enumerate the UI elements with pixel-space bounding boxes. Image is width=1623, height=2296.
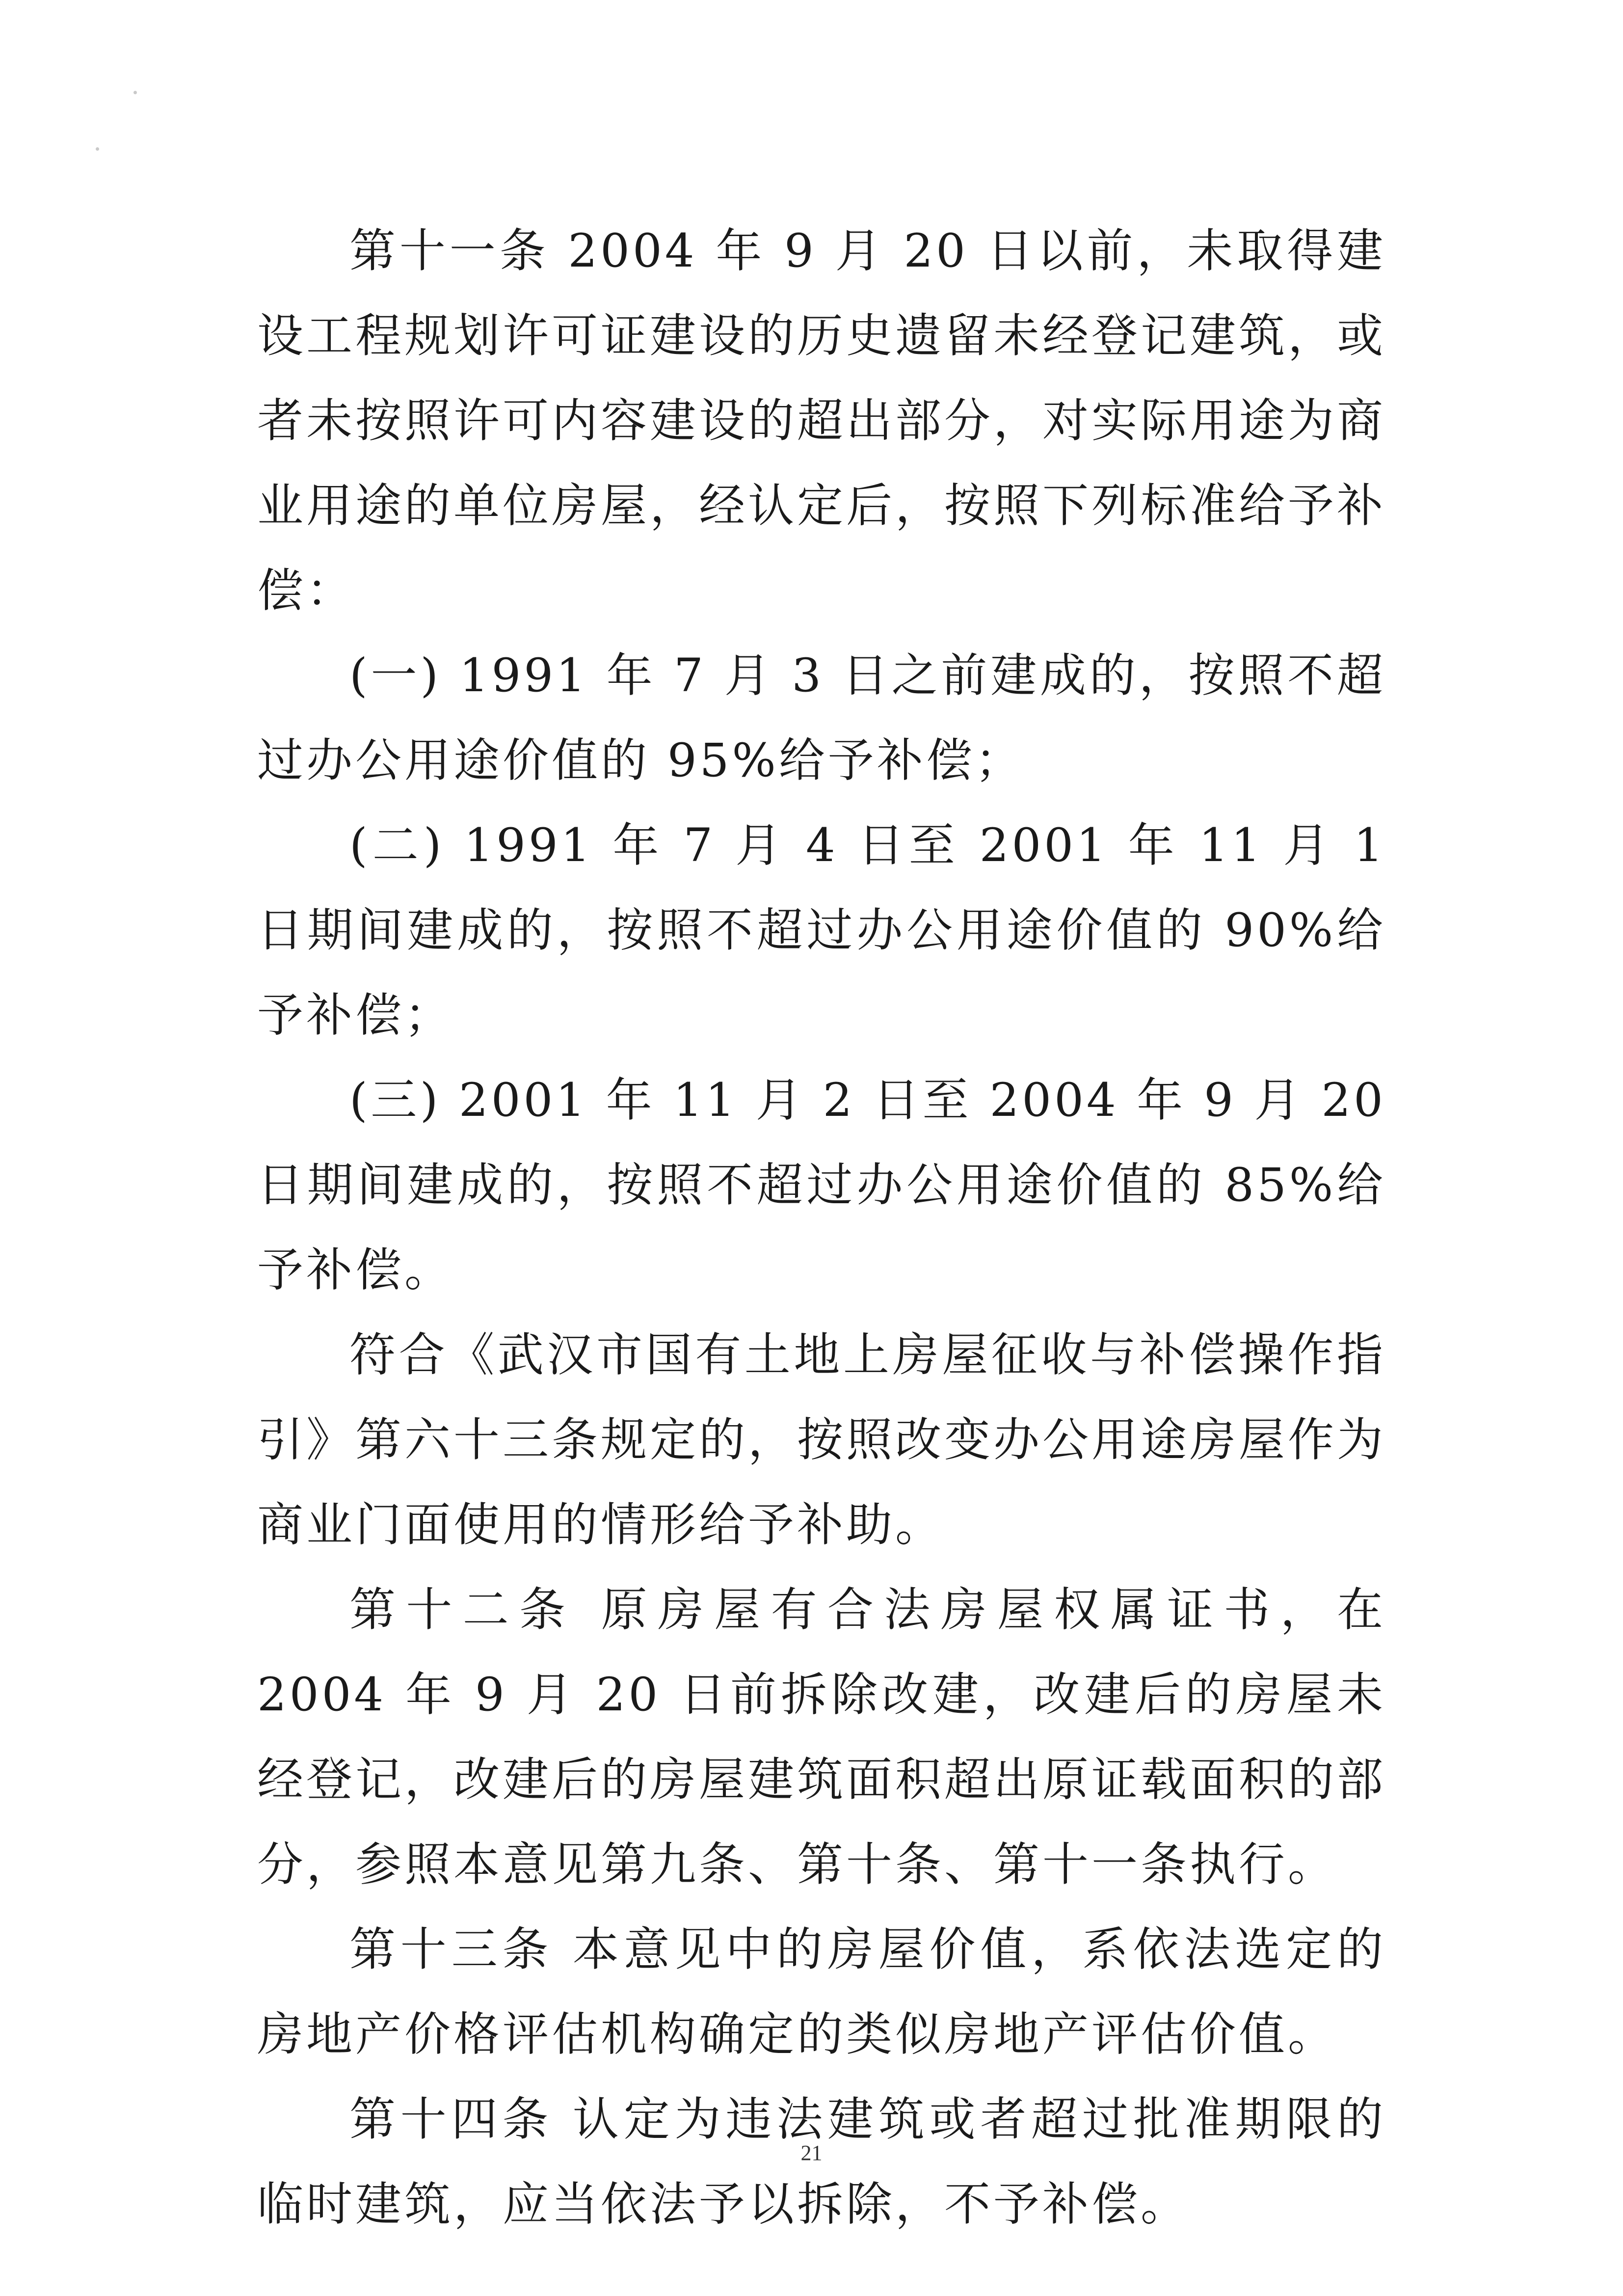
article-13-paragraph: 第十三条 本意见中的房屋价值，系依法选定的房地产价格评估机构确定的类似房地产评估价值。 — [257, 1923, 1386, 2061]
article-11-supplement: 符合《武汉市国有土地上房屋征收与补偿操作指引》第六十三条规定的，按照改变办公用途房屋作为商业门面使用的情形给予补助。 — [257, 1328, 1386, 1552]
page-number: 21 — [800, 2141, 823, 2165]
document-body — [257, 209, 1386, 2247]
scan-speck — [133, 91, 137, 94]
article-12-paragraph: 第十二条 原房屋有合法房屋权属证书，在 2004 年 9 月 20 日前拆除改建，改建后的房屋未经登记，改建后的房屋建筑面积超出原证载面积的部分，参照本意见第九条、第十条、第十一条执行。 — [257, 1583, 1386, 1891]
article-11-paragraph: 第十一条 2004 年 9 月 20 日以前，未取得建设工程规划许可证建设的历史遗留未经登记建筑，或者未按照许可内容建设的超出部分，对实际用途为商业用途的单位房屋，经认定后，按照下列标准给予补偿： — [257, 224, 1386, 618]
scan-speck — [96, 147, 99, 151]
article-14-paragraph: 第十四条 认定为违法建筑或者超过批准期限的临时建筑，应当依法予以拆除，不予补偿。 — [257, 2093, 1386, 2231]
article-11-item-2: (二) 1991 年 7 月 4 日至 2001 年 11 月 1 日期间建成的，按照不超过办公用途价值的 90%给予补偿； — [257, 819, 1386, 1042]
article-11-item-1: (一) 1991 年 7 月 3 日之前建成的，按照不超过办公用途价值的 95%给予补偿； — [257, 649, 1386, 787]
article-11-item-3: (三) 2001 年 11 月 2 日至 2004 年 9 月 20 日期间建成的，按照不超过办公用途价值的 85%给予补偿。 — [257, 1074, 1386, 1297]
